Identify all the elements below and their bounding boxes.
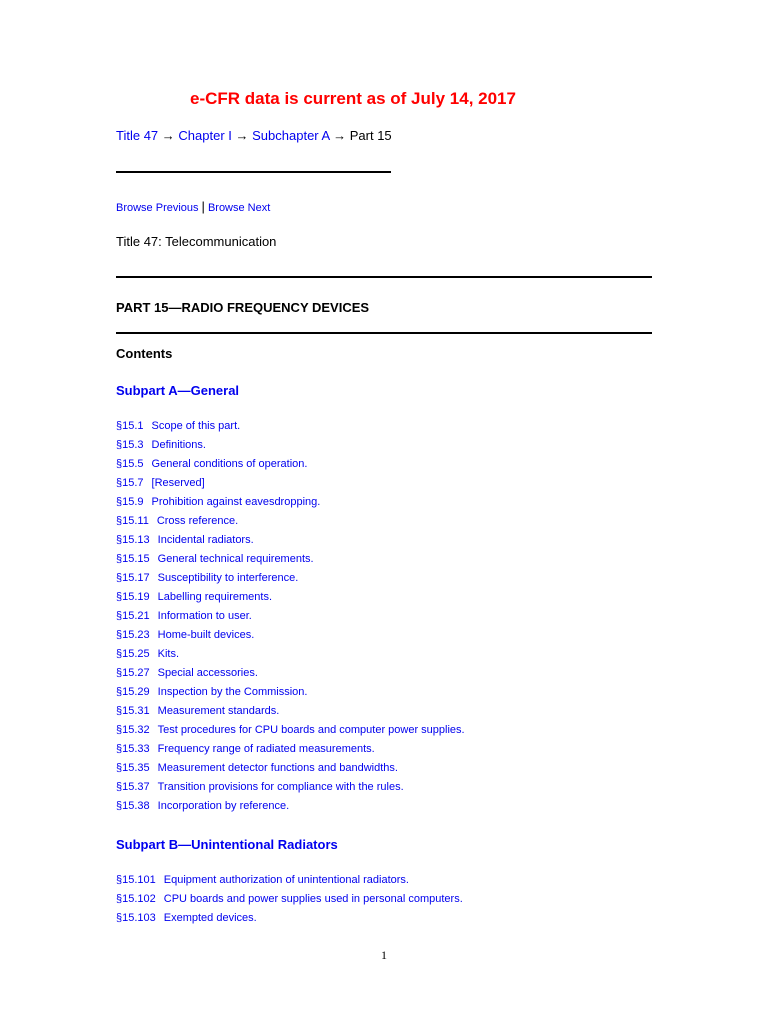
divider (116, 276, 652, 278)
section-number: §15.32 (116, 724, 150, 736)
section-number: §15.29 (116, 686, 150, 698)
breadcrumb (116, 128, 392, 143)
section-link[interactable] (116, 909, 463, 928)
section-link[interactable] (116, 702, 465, 721)
section-link[interactable] (116, 474, 465, 493)
section-number: §15.25 (116, 648, 150, 660)
section-title: Frequency range of radiated measurements. (157, 743, 375, 755)
section-link[interactable] (116, 569, 465, 588)
section-title: Definitions. (151, 439, 206, 451)
section-title: General conditions of operation. (151, 458, 308, 470)
section-number: §15.31 (116, 705, 150, 717)
section-number: §15.27 (116, 667, 150, 679)
divider (116, 171, 391, 173)
section-title: Incorporation by reference. (157, 800, 290, 812)
section-title: Scope of this part. (151, 420, 241, 432)
browse-nav (116, 199, 270, 214)
currency-notice: e-CFR data is current as of July 14, 2017 (190, 89, 516, 108)
section-link[interactable] (116, 683, 465, 702)
breadcrumb-subchapter-link[interactable]: Subchapter A (252, 128, 330, 143)
section-title: Labelling requirements. (157, 591, 273, 603)
section-number: §15.1 (116, 420, 144, 432)
section-link[interactable] (116, 664, 465, 683)
section-number: §15.5 (116, 458, 144, 470)
section-title: Information to user. (157, 610, 252, 622)
section-title: Cross reference. (156, 515, 239, 527)
divider (116, 332, 652, 334)
section-link[interactable] (116, 890, 463, 909)
section-link[interactable] (116, 797, 465, 816)
section-link[interactable] (116, 531, 465, 550)
breadcrumb-title-link[interactable]: Title 47 (116, 128, 159, 143)
section-link[interactable] (116, 759, 465, 778)
section-title: Equipment authorization of unintentional radiators. (163, 874, 409, 886)
section-link[interactable] (116, 588, 465, 607)
section-title: Susceptibility to interference. (157, 572, 299, 584)
section-link[interactable] (116, 740, 465, 759)
section-title: Kits. (157, 648, 180, 660)
breadcrumb-arrow-icon: → (333, 128, 347, 143)
section-number: §15.3 (116, 439, 144, 451)
section-link[interactable] (116, 493, 465, 512)
section-title: Measurement standards. (157, 705, 280, 717)
section-number: §15.38 (116, 800, 150, 812)
section-link[interactable] (116, 512, 465, 531)
section-link[interactable] (116, 417, 465, 436)
section-number: §15.9 (116, 496, 144, 508)
section-title: CPU boards and power supplies used in personal computers. (163, 893, 463, 905)
section-link[interactable] (116, 550, 465, 569)
section-number: §15.17 (116, 572, 150, 584)
section-number: §15.33 (116, 743, 150, 755)
section-title: Test procedures for CPU boards and computer power supplies. (157, 724, 465, 736)
section-link[interactable] (116, 721, 465, 740)
section-title: Incidental radiators. (157, 534, 254, 546)
browse-next-link[interactable]: Browse Next (207, 202, 271, 214)
section-title: Exempted devices. (163, 912, 257, 924)
section-number: §15.101 (116, 874, 156, 886)
subpart-b-heading-link[interactable]: Subpart B—Unintentional Radiators (116, 837, 338, 852)
section-number: §15.102 (116, 893, 156, 905)
subpart-a-section-list (116, 417, 465, 816)
section-link[interactable] (116, 436, 465, 455)
title-heading: Title 47: Telecommunication (116, 234, 277, 249)
section-link[interactable] (116, 871, 463, 890)
subpart-a-heading-link[interactable]: Subpart A—General (116, 383, 240, 398)
section-number: §15.11 (116, 515, 149, 527)
section-link[interactable] (116, 607, 465, 626)
section-title: Home-built devices. (157, 629, 255, 641)
breadcrumb-arrow-icon: → (235, 128, 249, 143)
contents-label: Contents (116, 346, 173, 361)
section-number: §15.35 (116, 762, 150, 774)
page-number: 1 (381, 948, 387, 962)
section-title: Measurement detector functions and bandwidths. (157, 762, 398, 774)
section-link[interactable] (116, 455, 465, 474)
breadcrumb-arrow-icon: → (161, 128, 175, 143)
section-title: Inspection by the Commission. (157, 686, 308, 698)
section-title: Transition provisions for compliance with the rules. (157, 781, 404, 793)
section-title: Prohibition against eavesdropping. (151, 496, 321, 508)
browse-separator: | (201, 199, 205, 214)
section-number: §15.19 (116, 591, 150, 603)
subpart-b-section-list (116, 871, 463, 928)
section-number: §15.15 (116, 553, 150, 565)
section-title: [Reserved] (151, 477, 205, 489)
section-number: §15.23 (116, 629, 150, 641)
breadcrumb-chapter-link[interactable]: Chapter I (178, 128, 232, 143)
section-link[interactable] (116, 778, 465, 797)
section-title: Special accessories. (157, 667, 258, 679)
browse-previous-link[interactable]: Browse Previous (116, 202, 199, 214)
breadcrumb-current-part: Part 15 (349, 128, 392, 143)
section-title: General technical requirements. (157, 553, 314, 565)
section-link[interactable] (116, 645, 465, 664)
section-number: §15.7 (116, 477, 144, 489)
part-heading: PART 15—RADIO FREQUENCY DEVICES (116, 300, 370, 315)
section-number: §15.37 (116, 781, 150, 793)
section-number: §15.21 (116, 610, 150, 622)
section-number: §15.103 (116, 912, 156, 924)
section-number: §15.13 (116, 534, 150, 546)
section-link[interactable] (116, 626, 465, 645)
